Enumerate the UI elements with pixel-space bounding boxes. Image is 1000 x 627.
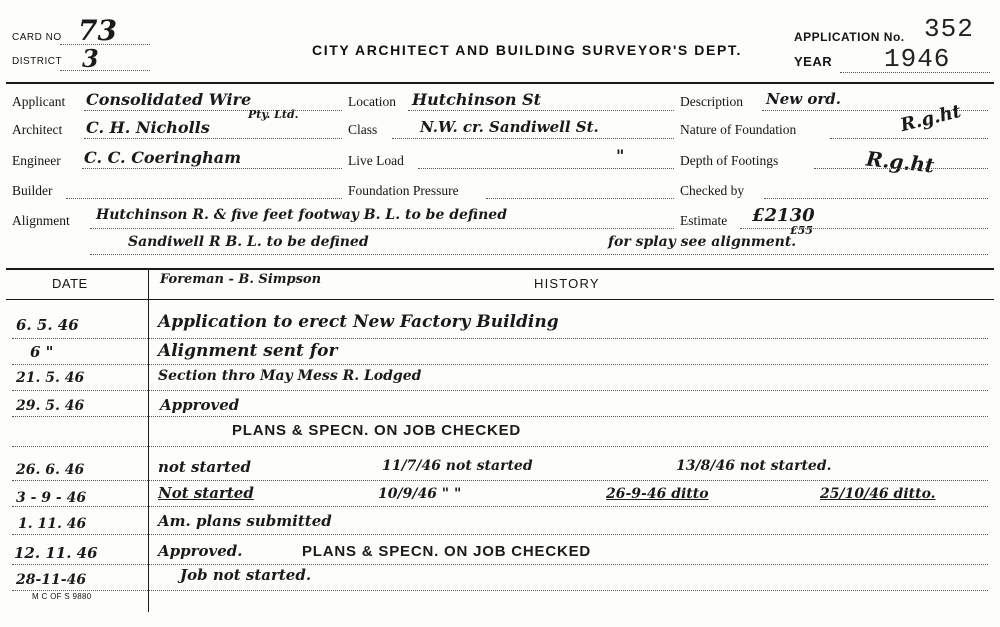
history-date: 28-11-46 [16,572,87,588]
nature-rule [830,138,988,139]
row-rule [12,390,988,391]
history-date: 3 - 9 - 46 [16,490,87,506]
year-value: 1946 [884,44,951,74]
alignment-label: Alignment [12,213,70,228]
engineer-rule [82,168,342,169]
history-header: HISTORY [534,276,600,291]
history-entry-extra: 10/9/46 " " [378,486,462,502]
district-value: 3 [82,44,99,73]
department-title: CITY ARCHITECT AND BUILDING SURVEYOR'S DEPT. [312,42,742,58]
estimate-value: £2130 [752,205,815,226]
plans-checked-stamp: PLANS & SPECN. ON JOB CHECKED [232,422,522,439]
history-entry-extra: 26-9-46 ditto [606,486,709,502]
history-entry: Job not started. [180,566,312,584]
foundation-pressure-label: Foundation Pressure [348,183,459,198]
estimate-label: Estimate [680,213,728,228]
engineer-label: Engineer [12,153,61,168]
estimate-rule [740,228,988,229]
applicant-value-2: Pty. Ltd. [248,108,299,121]
application-number: 352 [924,14,974,44]
plans-checked-stamp: PLANS & SPECN. ON JOB CHECKED [302,543,592,560]
row-rule [12,480,988,481]
live-load-rule [418,168,674,169]
estimate-note: £55 [790,224,813,237]
description-value: New ord. [766,90,842,108]
row-rule [12,506,988,507]
location-label: Location [348,94,396,109]
checked-by-rule [764,198,988,199]
history-entry: Not started [158,484,254,502]
history-entry: not started [158,458,252,476]
history-entry: Approved [160,396,240,414]
history-date: 12. 11. 46 [14,544,98,562]
history-entry-extra: 13/8/46 not started. [676,458,832,474]
date-header: DATE [52,276,88,291]
row-rule [12,446,988,447]
builder-rule [66,198,342,199]
class-label: Class [348,122,378,137]
alignment-line-2: Sandiwell R B. L. to be defined [128,234,369,250]
card-no-rule [60,44,150,45]
application-label: APPLICATION No. [794,30,905,44]
history-entry: Application to erect New Factory Building [158,312,559,332]
header-rule [6,82,994,84]
depth-label: Depth of Footings [680,153,779,168]
checked-by-label: Checked by [680,183,745,198]
row-rule [12,364,988,365]
year-rule [840,72,990,73]
history-entry-extra: 11/7/46 not started [382,458,533,474]
nature-label: Nature of Foundation [680,122,797,137]
alignment-line-1: Hutchinson R. & five feet footway B. L. to be defined [96,207,507,223]
table-header-rule [6,299,994,300]
location-rule [408,110,674,111]
applicant-label: Applicant [12,94,66,109]
engineer-value: C. C. Coeringham [84,148,242,167]
date-column-divider [148,268,149,612]
depth-rule [814,168,988,169]
live-load-value: " [616,146,625,165]
applicant-rule [84,110,342,111]
row-rule [12,416,988,417]
depth-value: R.g.ht [864,146,936,178]
history-entry: Alignment sent for [158,341,338,361]
row-rule [12,590,988,591]
architect-label: Architect [12,122,63,137]
foreman-label: Foreman - B. Simpson [160,272,322,287]
row-rule [12,338,988,339]
class-rule [392,138,674,139]
table-top-rule [6,268,994,270]
history-date: 1. 11. 46 [18,516,87,532]
history-entry: Section thro May Mess R. Lodged [158,368,422,384]
history-entry: Approved. [158,542,243,560]
class-value: N.W. cr. Sandiwell St. [420,118,599,136]
applicant-value: Consolidated Wire [86,90,252,109]
history-date: 6 " [30,343,54,361]
history-entry: Am. plans submitted [158,512,332,530]
live-load-label: Live Load [348,153,404,168]
history-date: 6. 5. 46 [16,316,79,334]
architect-value: C. H. Nicholls [86,118,210,137]
description-label: Description [680,94,743,109]
year-label: YEAR [794,54,833,69]
alignment-rule-1 [90,228,674,229]
history-entry-extra: 25/10/46 ditto. [820,486,936,502]
district-rule [60,70,150,71]
row-rule [12,564,988,565]
history-date: 26. 6. 46 [16,462,85,478]
builder-label: Builder [12,183,53,198]
district-label: DISTRICT [12,56,63,67]
history-date: 21. 5. 46 [16,370,85,386]
architect-rule [84,138,342,139]
alignment-rule-2 [90,254,988,255]
history-date: 29. 5. 46 [16,398,85,414]
card-no-label: CARD NO [12,32,62,43]
nature-value: R.g.ht [898,100,964,137]
card-no-value: 73 [78,14,117,47]
form-number: M C OF S 9880 [32,592,92,601]
foundation-pressure-rule [486,198,674,199]
location-value: Hutchinson St [412,90,542,109]
row-rule [12,534,988,535]
estimate-line-2: for splay see alignment. [608,234,797,250]
